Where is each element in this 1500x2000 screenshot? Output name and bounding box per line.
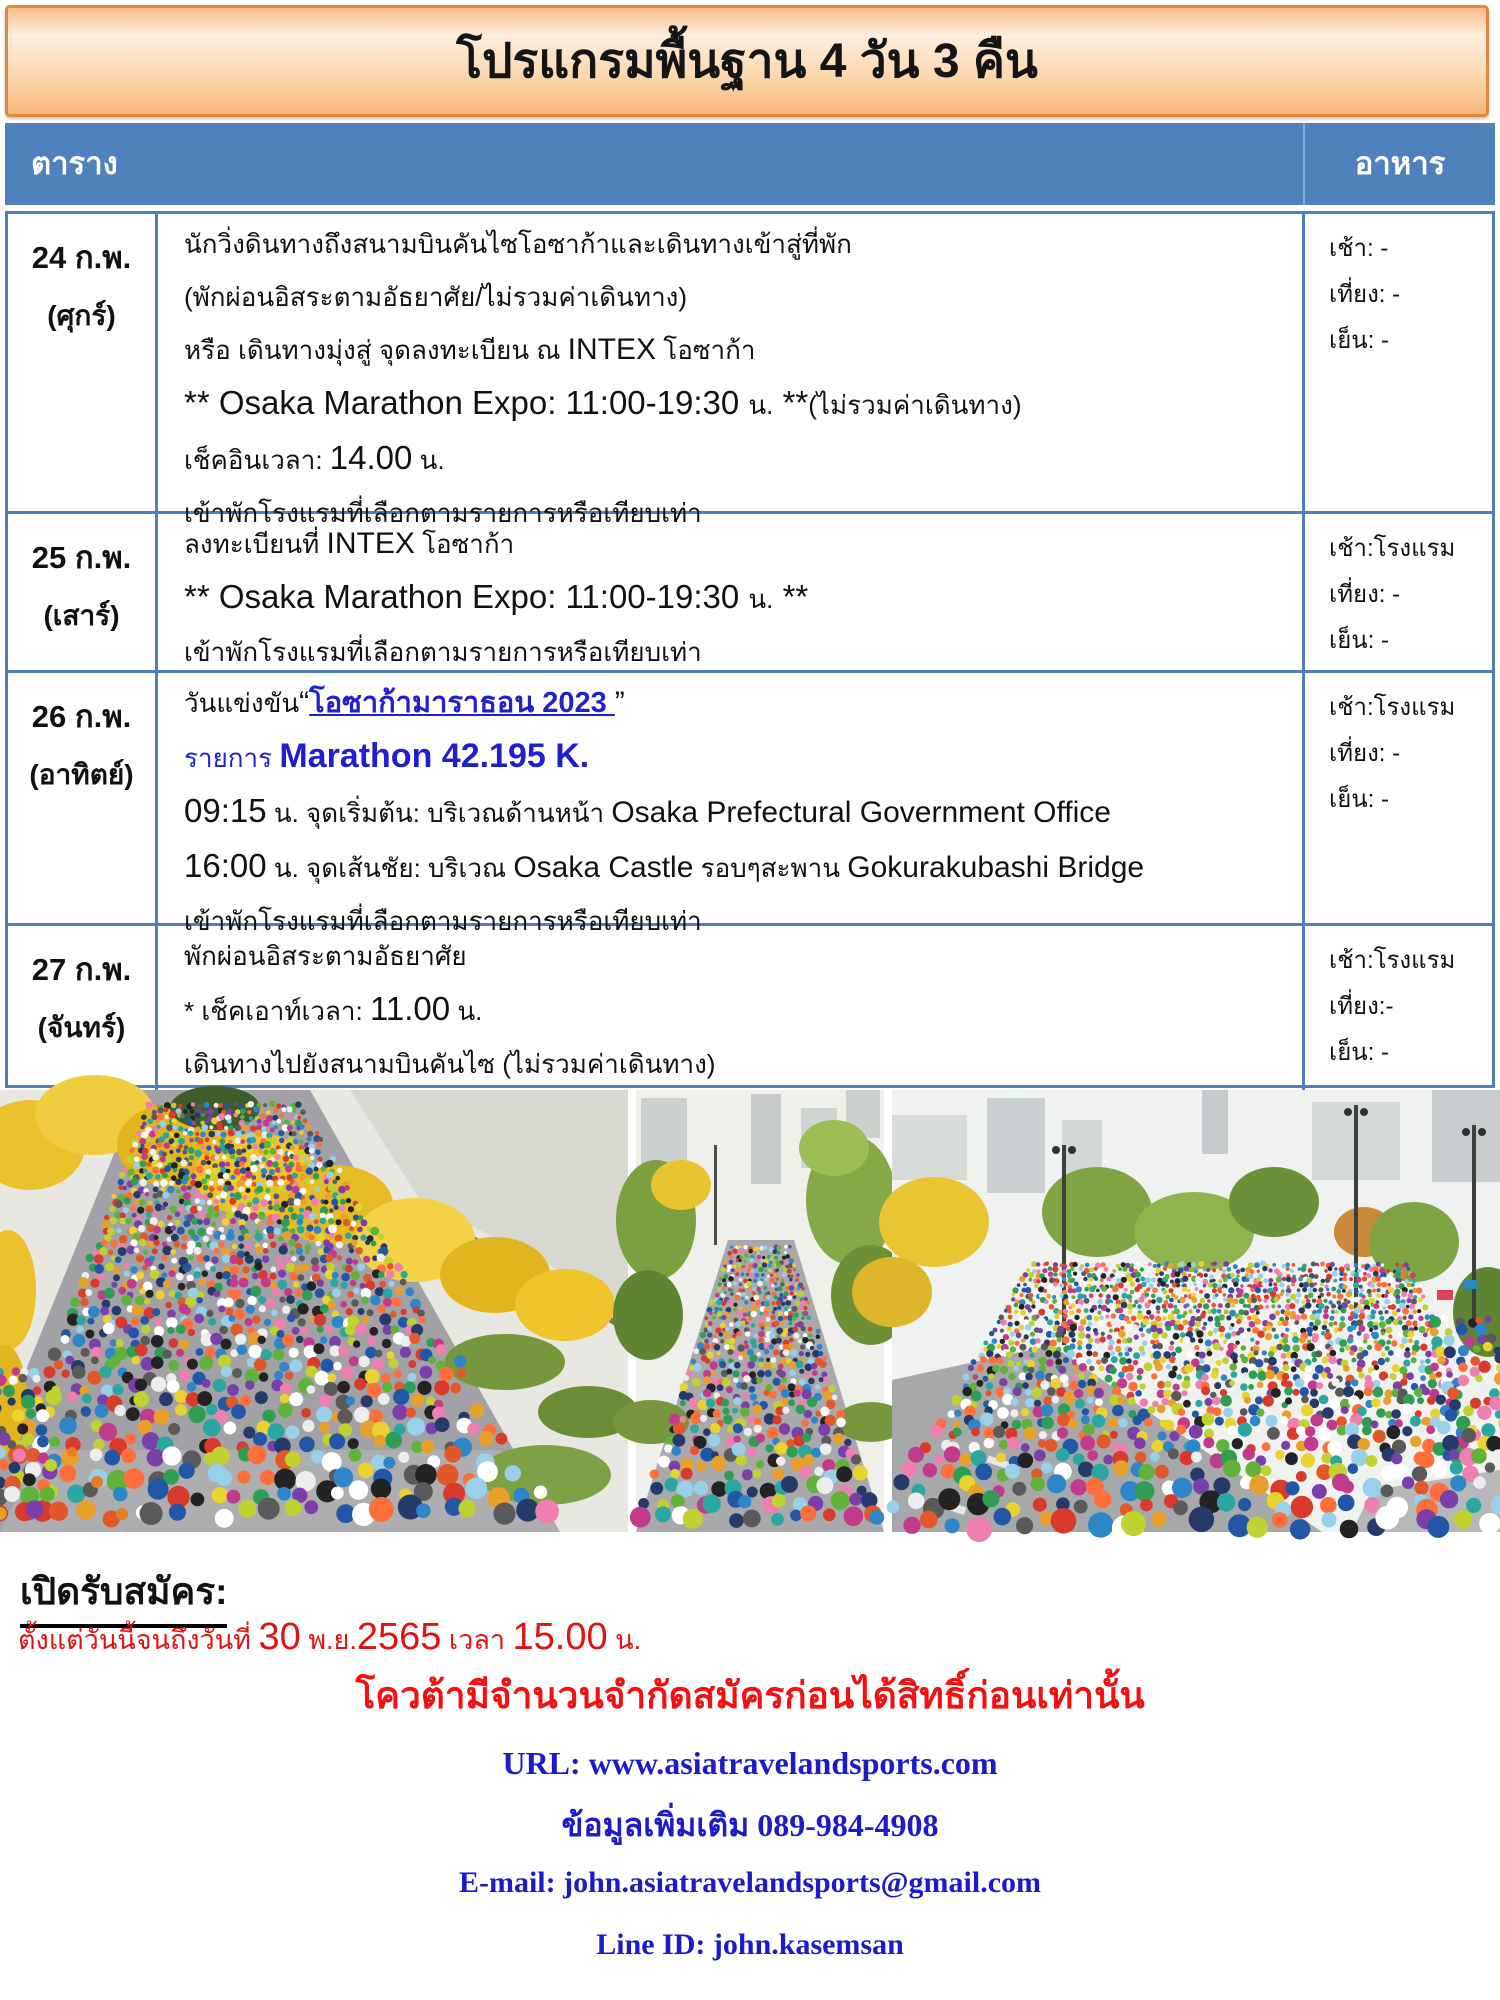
date-cell [8, 214, 158, 542]
schedule-table-body [5, 211, 1495, 1088]
detail-text: ** Osaka Marathon Expo: 11:00-19:30 [184, 384, 749, 421]
photo-marathon-ginkgo [0, 1090, 628, 1532]
meal-line: เช้า:โรงแรม [1329, 947, 1456, 974]
detail-text: วันแข่งขัน [184, 688, 300, 718]
meals-cell [1305, 214, 1492, 542]
detail-line [184, 932, 1294, 985]
schedule-table-header [5, 123, 1495, 205]
detail-text: ** [773, 578, 809, 615]
detail-text: Gokurakubashi Bridge [847, 851, 1145, 884]
meal-line: เช้า:โรงแรม [1329, 694, 1456, 721]
quota-notice: โควต้ามีจำนวนจำกัดสมัครก่อนได้สิทธิ์ก่อนเท่านั้น [355, 1676, 1145, 1717]
detail-text: ** [773, 384, 809, 421]
detail-text: เช็คอินเวลา: [184, 445, 330, 475]
detail-text: (พักผ่อนอิสระตามอัธยาศัย/ไม่รวมค่าเดินทาง) [184, 282, 688, 312]
detail-text: ลงทะเบียนที่ [184, 529, 327, 559]
detail-text: INTEX [567, 333, 657, 366]
period-text: เวลา [441, 1625, 513, 1655]
schedule-row [8, 214, 1492, 528]
detail-text: เข้าพักโรงแรมที่เลือกตามรายการหรือเทียบเท่า [184, 906, 702, 936]
meal-line: เที่ยง: - [1329, 281, 1401, 308]
date-label: 25 ก.พ. [31, 540, 132, 575]
schedule-row [8, 923, 1492, 1085]
detail-line [184, 520, 1294, 573]
detail-text: น. [748, 584, 774, 614]
meal-line: เช้า: - [1329, 235, 1389, 262]
schedule-row [8, 511, 1492, 670]
detail-text: INTEX [326, 527, 415, 560]
detail-text: น. จุดเริ่มต้น: บริเวณด้านหน้า [266, 798, 612, 828]
weekday-label: (เสาร์) [43, 600, 120, 631]
meals-cell [1305, 926, 1492, 1093]
detail-text: 09:15 [184, 792, 267, 829]
detail-text: เข้าพักโรงแรมที่เลือกตามรายการหรือเทียบเท่า [184, 637, 702, 667]
date-label: 26 ก.พ. [31, 699, 132, 734]
weekday-label: (จันทร์) [37, 1012, 126, 1043]
detail-text: โอซาก้า [414, 529, 515, 559]
email-address: E-mail: john.asiatravelandsports@gmail.com [458, 1866, 1042, 1899]
detail-line [184, 842, 1294, 897]
detail-text: Osaka Castle [513, 851, 694, 884]
photo-strip [0, 1090, 1500, 1532]
details-cell [158, 214, 1305, 542]
registration-period [18, 1612, 641, 1670]
detail-line [184, 434, 1294, 489]
detail-text: รอบๆสะพาน [693, 853, 848, 883]
detail-text: “ [299, 686, 310, 719]
detail-text: หรือ เดินทางมุ่งสู่ จุดลงทะเบียน ณ [184, 335, 568, 365]
column-header-meals: อาหาร [1354, 146, 1446, 181]
detail-line [184, 573, 1294, 628]
date-label: 24 ก.พ. [31, 240, 132, 275]
detail-line [184, 273, 1294, 326]
meal-line: เที่ยง: - [1329, 581, 1401, 608]
period-text: 30 [258, 1616, 301, 1658]
detail-text: * เช็คเอาท์เวลา: [184, 996, 370, 1026]
line-id: Line ID: john.kasemsan [596, 1928, 904, 1961]
detail-text: 11.00 [369, 990, 451, 1027]
details-cell [158, 514, 1305, 681]
detail-text: ” [614, 686, 625, 719]
details-cell [158, 673, 1305, 950]
photo-marathon-boulevard [892, 1090, 1500, 1532]
osaka-marathon-2023-link[interactable]: โอซาก้ามาราธอน 2023 [309, 687, 615, 719]
registration-heading: เปิดรับสมัคร: [20, 1562, 227, 1628]
date-cell [8, 926, 158, 1093]
detail-text: Marathon 42.195 K. [279, 737, 590, 775]
schedule-row [8, 670, 1492, 936]
detail-text: โอซาก้า [656, 335, 756, 365]
date-cell [8, 673, 158, 950]
detail-text: รายการ [184, 743, 280, 773]
meal-line: เย็น: - [1329, 627, 1389, 654]
detail-text: Osaka Prefectural Government Office [611, 796, 1111, 829]
meal-line: เย็น: - [1329, 1039, 1389, 1066]
period-text: 15.00 [512, 1616, 608, 1658]
detail-line [184, 787, 1294, 842]
detail-line [184, 1040, 1294, 1093]
program-title-banner [5, 5, 1489, 117]
detail-line [184, 326, 1294, 379]
detail-line [184, 220, 1294, 273]
meals-cell [1305, 673, 1492, 950]
meal-line: เที่ยง: - [1329, 740, 1401, 767]
date-label: 27 ก.พ. [31, 952, 132, 987]
detail-text: 16:00 [184, 847, 267, 884]
detail-line [184, 379, 1294, 434]
date-cell [8, 514, 158, 681]
detail-text: น. [450, 996, 483, 1026]
detail-line [184, 985, 1294, 1040]
period-text: พ.ย. [300, 1625, 357, 1655]
phone-info: ข้อมูลเพิ่มเติม 089-984-4908 [561, 1807, 939, 1843]
detail-text: เข้าพักโรงแรมที่เลือกตามรายการหรือเทียบเท่า [184, 498, 702, 528]
detail-line [184, 679, 1294, 732]
detail-line [184, 732, 1294, 787]
details-cell [158, 926, 1305, 1093]
website-url: URL: www.asiatravelandsports.com [502, 1745, 998, 1781]
meal-line: เช้า:โรงแรม [1329, 535, 1456, 562]
period-text: ตั้งแต่วันนี้จนถึงวันที่ [18, 1625, 259, 1655]
detail-text: น. [748, 390, 774, 420]
weekday-label: (ศุกร์) [47, 300, 116, 331]
detail-text: พักผ่อนอิสระตามอัธยาศัย [184, 941, 467, 971]
meals-cell [1305, 514, 1492, 681]
page-title: โปรแกรมพื้นฐาน 4 วัน 3 คืน [456, 35, 1038, 88]
detail-text: ** Osaka Marathon Expo: 11:00-19:30 [184, 578, 749, 615]
detail-text: (ไม่รวมค่าเดินทาง) [808, 390, 1022, 420]
meal-line: เย็น: - [1329, 327, 1389, 354]
weekday-label: (อาทิตย์) [29, 759, 134, 790]
meal-line: เย็น: - [1329, 786, 1389, 813]
detail-text: น. จุดเส้นชัย: บริเวณ [266, 853, 514, 883]
period-text: น. [607, 1625, 642, 1655]
detail-text: นักวิ่งดินทางถึงสนามบินคันไซโอซาก้าและเดินทางเข้าสู่ที่พัก [184, 229, 852, 259]
period-text: 2565 [356, 1616, 442, 1658]
detail-text: เดินทางไปยังสนามบินคันไซ (ไม่รวมค่าเดินทาง) [184, 1049, 716, 1079]
column-header-schedule: ตาราง [5, 123, 1305, 205]
detail-text: น. [412, 445, 445, 475]
detail-text: 14.00 [329, 439, 413, 476]
meal-line: เที่ยง:- [1329, 993, 1394, 1020]
photo-marathon-street [636, 1090, 884, 1532]
